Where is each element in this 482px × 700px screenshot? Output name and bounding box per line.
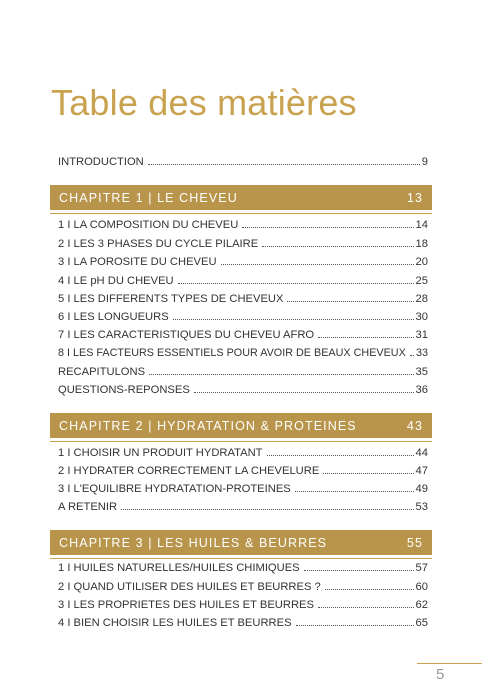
leader-dots (304, 570, 414, 571)
chapter-2-header[interactable] (50, 413, 432, 438)
leader-dots (410, 355, 414, 356)
toc-entry[interactable] (58, 443, 428, 459)
toc-entry[interactable] (58, 252, 428, 268)
leader-dots (149, 374, 414, 375)
leader-dots (287, 301, 413, 302)
leader-dots (148, 164, 420, 165)
toc-entry-page: 31 (415, 329, 428, 341)
toc-entry-page: 60 (415, 581, 428, 593)
toc-entry-page: 57 (415, 562, 428, 574)
toc-entry-page: 35 (415, 366, 428, 378)
toc-entry-page: 49 (415, 483, 428, 495)
toc-entry-page: 36 (415, 384, 428, 396)
toc-entry-label: 1 I CHOISIR UN PRODUIT HYDRATANT (58, 447, 263, 459)
leader-dots (267, 455, 414, 456)
page-title: Table des matières (51, 82, 357, 124)
toc-entry-page: 53 (415, 501, 428, 513)
chapter-1-header[interactable] (50, 185, 432, 210)
leader-dots (121, 509, 413, 510)
toc-entry[interactable] (58, 380, 428, 396)
toc-entry-page: 28 (415, 293, 428, 305)
toc-entry[interactable] (58, 343, 428, 359)
leader-dots (296, 625, 414, 626)
leader-dots (178, 283, 414, 284)
toc-entry-page: 62 (415, 599, 428, 611)
toc-entry[interactable] (58, 595, 428, 611)
chapter-title: CHAPITRE 2 | HYDRATATION & PROTEINES (59, 418, 357, 433)
leader-dots (194, 392, 414, 393)
toc-entry-label: 4 I LE pH DU CHEVEU (58, 275, 174, 287)
toc-entry-page: 14 (415, 219, 428, 231)
toc-entry-page: 18 (415, 238, 428, 250)
toc-entry-label: 2 I QUAND UTILISER DES HUILES ET BEURRES ? (58, 581, 321, 593)
toc-entry-label: 8 I LES FACTEURS ESSENTIELS POUR AVOIR DE BEAUX CHEVEUX (58, 347, 406, 359)
toc-entry-label: 1 I HUILES NATURELLES/HUILES CHIMIQUES (58, 562, 300, 574)
toc-entry-page: 9 (421, 156, 428, 168)
toc-entry[interactable] (58, 234, 428, 250)
toc-entry-label: 2 I LES 3 PHASES DU CYCLE PILAIRE (58, 238, 259, 250)
chapter-title: CHAPITRE 1 | LE CHEVEU (59, 190, 238, 205)
toc-entry[interactable] (58, 307, 428, 323)
toc-entry-label: A RETENIR (58, 501, 118, 513)
toc-entry[interactable] (58, 558, 428, 574)
toc-entry[interactable] (58, 577, 428, 593)
toc-entry-page: 25 (415, 275, 428, 287)
toc-entry-label: 6 I LES LONGUEURS (58, 311, 169, 323)
leader-dots (318, 337, 413, 338)
toc-entry-label: INTRODUCTION (58, 156, 144, 168)
leader-dots (173, 319, 414, 320)
toc-entry[interactable] (58, 271, 428, 287)
toc-entry-page: 44 (415, 447, 428, 459)
toc-entry-label: 3 I LA POROSITE DU CHEVEU (58, 256, 217, 268)
toc-entry-label: 4 I BIEN CHOISIR LES HUILES ET BEURRES (58, 617, 292, 629)
chapter-page: 43 (406, 418, 423, 433)
toc-entry-label: 5 I LES DIFFERENTS TYPES DE CHEVEUX (58, 293, 284, 305)
toc-entry-page: 65 (415, 617, 428, 629)
toc-entry[interactable] (58, 479, 428, 495)
toc-entry-page: 33 (415, 347, 428, 359)
leader-dots (242, 227, 413, 228)
chapter-page: 13 (406, 190, 423, 205)
toc-entry[interactable] (58, 215, 428, 231)
leader-dots (295, 491, 414, 492)
leader-dots (221, 264, 414, 265)
toc-entry-label: 3 I LES PROPRIETES DES HUILES ET BEURRES (58, 599, 314, 611)
chapter-page: 55 (406, 535, 423, 550)
toc-entry-label: RECAPITULONS (58, 366, 146, 378)
toc-entry-label: 2 I HYDRATER CORRECTEMENT LA CHEVELURE (58, 465, 320, 477)
toc-entry[interactable] (58, 461, 428, 477)
toc-entry-introduction[interactable] (58, 152, 428, 168)
leader-dots (325, 589, 414, 590)
toc-entry-label: 3 I L'EQUILIBRE HYDRATATION-PROTEINES (58, 483, 291, 495)
toc-entry-label: QUESTIONS-REPONSES (58, 384, 190, 396)
toc-entry[interactable] (58, 362, 428, 378)
toc-entry-label: 1 I LA COMPOSITION DU CHEVEU (58, 219, 239, 231)
toc-entry[interactable] (58, 497, 428, 513)
toc-entry[interactable] (58, 325, 428, 341)
toc-entry-label: 7 I LES CARACTERISTIQUES DU CHEVEU AFRO (58, 329, 315, 341)
toc-entry-page: 47 (415, 465, 428, 477)
leader-dots (262, 246, 413, 247)
chapter-divider (50, 213, 432, 214)
chapter-title: CHAPITRE 3 | LES HUILES & BEURRES (59, 535, 328, 550)
chapter-divider (50, 441, 432, 442)
toc-entry-page: 20 (415, 256, 428, 268)
toc-entry-page: 30 (415, 311, 428, 323)
toc-entry[interactable] (58, 289, 428, 305)
leader-dots (318, 607, 414, 608)
chapter-3-header[interactable] (50, 530, 432, 555)
toc-entry[interactable] (58, 613, 428, 629)
leader-dots (323, 473, 413, 474)
footer-rule (417, 663, 482, 664)
page-number: 5 (436, 666, 445, 683)
